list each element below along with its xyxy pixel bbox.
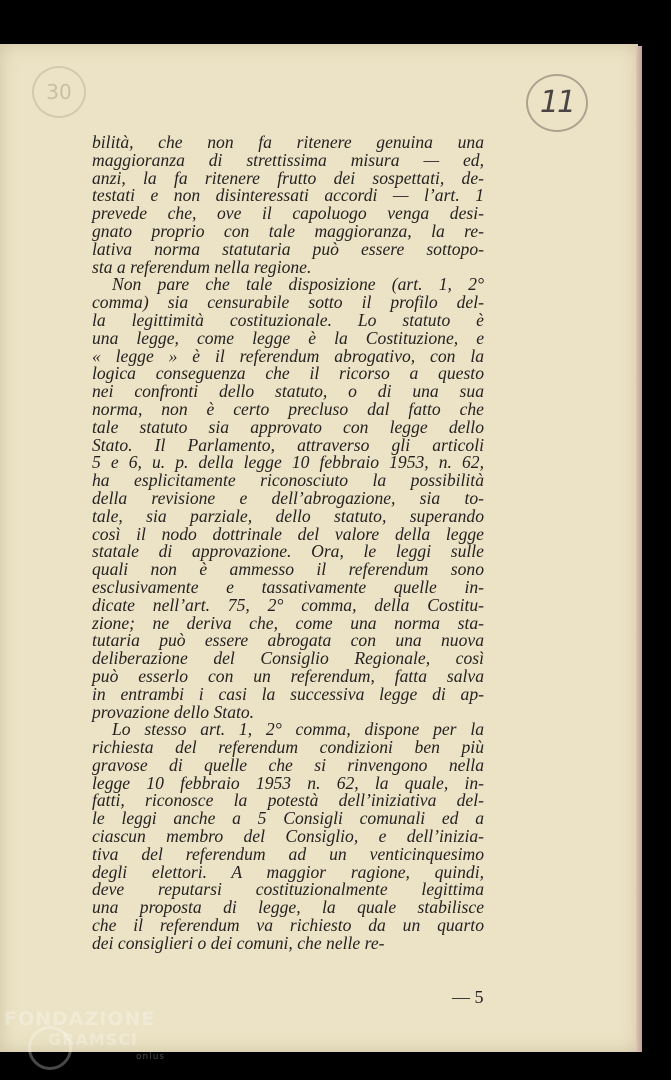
text-line: degli elettori. A maggior ragione, quindi, <box>92 861 484 882</box>
text-line: statale di approvazione. Ora, le leggi sulle <box>92 541 484 562</box>
text-line: gnato proprio con tale maggioranza, la re- <box>92 220 484 241</box>
text-line: comma) sia censurabile sotto il profilo del- <box>92 292 484 313</box>
text-line: Stato. Il Parlamento, attraverso gli articoli <box>92 434 484 455</box>
page-edge <box>636 46 642 1052</box>
text-line: può esserlo con un referendum, fatta salva <box>92 665 484 686</box>
text-line: logica conseguenza che il ricorso a questo <box>92 363 484 384</box>
text-line: gravose di quelle che si rinvengono nella <box>92 754 484 775</box>
text-line: maggioranza di strettissima misura — ed, <box>92 149 484 170</box>
text-line: dicate nell’art. 75, 2° comma, della Costitu- <box>92 594 484 615</box>
text-line: legge 10 febbraio 1953 n. 62, la quale, in- <box>92 772 484 793</box>
text-line: dei consiglieri o dei comuni, che nelle re- <box>92 932 385 953</box>
text-line: ha esplicitamente riconosciuto la possibilità <box>92 470 484 491</box>
text-line: tale statuto sia approvato con legge dello <box>92 416 484 437</box>
text-line: la legittimità costituzionale. Lo statuto è <box>92 309 484 330</box>
watermark-logo <box>4 1008 166 1062</box>
text-line: sta a referendum nella regione. <box>92 256 312 277</box>
text-line: tiva del referendum ad un venticinquesimo <box>92 843 484 864</box>
text-line: testati e non disinteressati accordi — l’art. 1 <box>92 185 484 206</box>
text-line: prevede che, ove il capoluogo venga desi- <box>92 203 484 224</box>
text-line: Non pare che tale disposizione (art. 1, 2° <box>112 274 484 295</box>
text-line: 5 e 6, u. p. della legge 10 febbraio 1953, n. 62, <box>92 452 484 473</box>
text-line: zione; ne deriva che, come una norma sta- <box>92 612 484 633</box>
text-line: le leggi anche a 5 Consigli comunali ed a <box>92 808 484 829</box>
text-line: tutaria può essere abrogata con una nuova <box>92 630 484 651</box>
text-line: ciascun membro del Consiglio, e dell’inizia- <box>92 826 484 847</box>
stamp-right-number: 11 <box>539 85 575 120</box>
archive-stamp-right <box>526 74 588 132</box>
stamp-left-number: 30 <box>46 80 72 104</box>
text-line: norma, non è certo precluso dal fatto che <box>92 398 484 419</box>
page-number: — 5 <box>452 987 484 1007</box>
text-line: deve reputarsi costituzionalmente legittima <box>92 879 484 900</box>
text-line: « legge » è il referendum abrogativo, con la <box>92 345 484 366</box>
watermark-line3: onlus <box>136 1052 166 1062</box>
text-line: Lo stesso art. 1, 2° comma, dispone per la <box>112 719 484 740</box>
text-line: in entrambi i casi la successiva legge di ap- <box>92 683 484 704</box>
text-line: provazione dello Stato. <box>92 701 255 722</box>
text-line: richiesta del referendum condizioni ben più <box>92 737 484 758</box>
text-line: deliberazione del Consiglio Regionale, così <box>92 648 484 669</box>
text-line: tale, sia parziale, dello statuto, superando <box>92 505 484 526</box>
text-line: anzi, la fa ritenere frutto dei sospettati, de- <box>92 167 484 188</box>
text-line: nei confronti dello statuto, o di una sua <box>92 381 484 402</box>
text-line: lativa norma statutaria può essere sottopo- <box>92 238 484 259</box>
text-line: quali non è ammesso il referendum sono <box>92 559 484 580</box>
text-line: così il nodo dottrinale del valore della legge <box>92 523 484 544</box>
text-line: una legge, come legge è la Costituzione, e <box>92 327 484 348</box>
text-line: della revisione e dell’abrogazione, sia to- <box>92 487 484 508</box>
body-text <box>92 134 484 953</box>
text-line: fatti, riconosce la potestà dell’iniziativa del- <box>92 790 484 811</box>
text-line: esclusivamente e tassativamente quelle in- <box>92 576 484 597</box>
watermark-line1: FONDAZIONE <box>4 1008 156 1030</box>
watermark-line2: GRAMSCI <box>48 1030 138 1049</box>
text-line: una proposta di legge, la quale stabilisce <box>92 897 484 918</box>
text-line: bilità, che non fa ritenere genuina una <box>92 132 484 152</box>
archive-stamp-left <box>32 66 86 118</box>
text-line: che il referendum va richiesto da un quarto <box>92 915 484 936</box>
